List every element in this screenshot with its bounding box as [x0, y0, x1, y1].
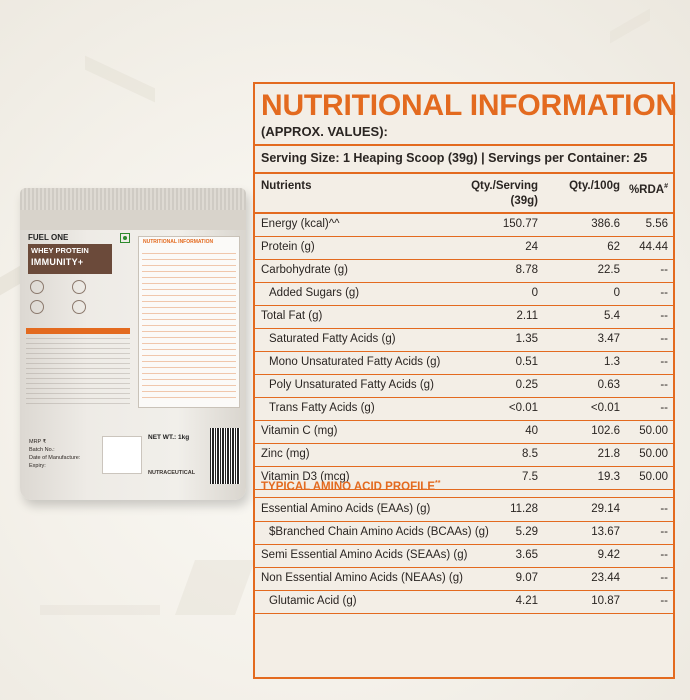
nutrient-name: Non Essential Amino Acids (NEAAs) (g): [261, 572, 463, 584]
qty-per-serving: 150.77: [502, 218, 538, 230]
decor-shape: [40, 605, 160, 615]
table-row: [255, 443, 673, 467]
table-row: [255, 351, 673, 375]
qty-per-serving: 9.07: [515, 572, 538, 584]
qty-per-100g: 10.87: [591, 595, 620, 607]
nutrient-name: Trans Fatty Acids (g): [269, 402, 375, 414]
qty-per-serving: 8.78: [515, 264, 538, 276]
rda-value: 50.00: [639, 471, 668, 483]
table-row: [255, 328, 673, 352]
serving-info: Serving Size: 1 Heaping Scoop (39g) | Servings per Container: 25: [261, 151, 648, 165]
pouch-fine-print: [26, 338, 130, 408]
qty-per-100g: 23.44: [591, 572, 620, 584]
qty-per-100g: 1.3: [604, 356, 620, 368]
qty-per-serving: 3.65: [515, 549, 538, 561]
panel-subtitle: (APPROX. VALUES):: [261, 124, 388, 139]
barcode-icon: [210, 428, 240, 484]
nutrient-name: Vitamin D3 (mcg): [261, 471, 350, 483]
pouch-manufacturer: NUTRACEUTICAL: [148, 470, 196, 476]
nutrient-name: Vitamin C (mg): [261, 425, 338, 437]
nutrient-name: Glutamic Acid (g): [269, 595, 357, 607]
nutrient-name: Semi Essential Amino Acids (SEAAs) (g): [261, 549, 468, 561]
pouch-mfg-date: Date of Manufacture:: [29, 455, 81, 461]
header-per-serving-label: Qty./Serving: [471, 180, 538, 192]
nutrient-name: Mono Unsaturated Fatty Acids (g): [269, 356, 441, 368]
amino-profile-title: TYPICAL AMINO ACID PROFILE: [261, 480, 435, 493]
qty-per-100g: <0.01: [590, 402, 620, 414]
qty-per-100g: 0: [613, 287, 620, 299]
qty-per-serving: 24: [525, 241, 538, 253]
nutrient-name: Carbohydrate (g): [261, 264, 348, 276]
pouch-product-name: WHEY PROTEIN: [31, 246, 89, 255]
table-row: [255, 567, 673, 591]
table-row: [255, 374, 673, 398]
qty-per-100g: 21.8: [597, 448, 620, 460]
rda-value: --: [660, 356, 668, 368]
qty-per-100g: 386.6: [591, 218, 620, 230]
nutrient-name: Total Fat (g): [261, 310, 323, 322]
pouch-expiry: Expiry:: [29, 463, 46, 469]
qty-per-100g: 102.6: [591, 425, 620, 437]
qty-per-serving: 2.11: [516, 310, 538, 322]
header-nutrients: Nutrients: [261, 180, 312, 192]
nutrient-name: Added Sugars (g): [269, 287, 360, 299]
table-row: [255, 498, 673, 522]
header-rda-mark: #: [664, 183, 668, 190]
table-row: [255, 397, 673, 421]
rda-value: --: [660, 333, 668, 345]
divider: [255, 144, 673, 146]
nutrient-name: Protein (g): [261, 241, 315, 253]
qty-per-serving: 1.35: [515, 333, 538, 345]
header-per-serving: [471, 179, 538, 209]
qty-per-serving: 0: [531, 287, 538, 299]
feature-icon: [72, 280, 86, 294]
qty-per-serving: 8.5: [522, 448, 538, 460]
qty-per-serving: 11.28: [510, 503, 538, 515]
table-row: [255, 305, 673, 329]
rda-value: --: [660, 503, 668, 515]
qty-per-100g: 5.4: [604, 310, 620, 322]
amino-profile-heading: [261, 480, 440, 493]
pouch-net-weight: NET WT.: 1kg: [148, 434, 190, 441]
rda-value: 50.00: [639, 448, 668, 460]
pouch-blank-box: [102, 436, 142, 474]
pouch-mrp: MRP ₹: [29, 439, 47, 445]
pouch-batch-info: [29, 438, 80, 470]
table-row: [255, 590, 673, 614]
qty-per-100g: 0.63: [597, 379, 620, 391]
rda-value: --: [660, 402, 668, 414]
divider: [255, 172, 673, 174]
pouch-seal: [20, 188, 246, 210]
rda-value: 44.44: [639, 241, 668, 253]
nutrient-name: $Branched Chain Amino Acids (BCAAs) (g): [269, 526, 489, 538]
rda-value: --: [660, 310, 668, 322]
nutrient-name: Essential Amino Acids (EAAs) (g): [261, 503, 431, 515]
qty-per-serving: 40: [525, 425, 538, 437]
feature-icon: [30, 280, 44, 294]
qty-per-100g: 3.47: [597, 333, 620, 345]
veg-mark-icon: [120, 233, 130, 243]
product-pouch-image: [20, 188, 246, 500]
feature-icon: [72, 300, 86, 314]
pouch-batch: Batch No.:: [29, 447, 55, 453]
pouch-brand: FUEL ONE: [28, 233, 69, 242]
pouch-nutrition-lines: [142, 253, 236, 401]
feature-icon: [30, 300, 44, 314]
qty-per-serving: 5.29: [515, 526, 538, 538]
rda-value: --: [660, 572, 668, 584]
table-row: [255, 420, 673, 444]
qty-per-serving: 0.51: [515, 356, 538, 368]
pouch-nutrition-table: [138, 236, 240, 408]
nutrient-name: Saturated Fatty Acids (g): [269, 333, 396, 345]
table-row: [255, 544, 673, 568]
pouch-product-variant: IMMUNITY+: [31, 257, 84, 267]
qty-per-100g: 19.3: [597, 471, 620, 483]
qty-per-100g: 22.5: [597, 264, 620, 276]
rda-value: --: [660, 549, 668, 561]
rda-value: --: [660, 526, 668, 538]
nutrient-name: Zinc (mg): [261, 448, 310, 460]
qty-per-100g: 13.67: [591, 526, 620, 538]
qty-per-100g: 29.14: [591, 503, 620, 515]
nutrition-panel: [253, 82, 675, 679]
rda-value: --: [660, 379, 668, 391]
header-rda: [629, 179, 668, 198]
rda-value: --: [660, 595, 668, 607]
rda-value: --: [660, 264, 668, 276]
table-row: [255, 236, 673, 260]
panel-title: NUTRITIONAL INFORMATION: [261, 89, 677, 122]
table-row: [255, 521, 673, 545]
table-row: [255, 282, 673, 306]
pouch-orange-strip: [26, 328, 130, 334]
header-per-serving-unit: (39g): [510, 195, 538, 207]
pouch-top-band: [20, 210, 246, 230]
qty-per-serving: 7.5: [522, 471, 538, 483]
qty-per-serving: 4.21: [515, 595, 538, 607]
nutrient-name: Poly Unsaturated Fatty Acids (g): [269, 379, 434, 391]
qty-per-100g: 62: [607, 241, 620, 253]
qty-per-serving: 0.25: [515, 379, 538, 391]
pouch-nutrition-heading: NUTRITIONAL INFORMATION: [143, 239, 214, 245]
pouch-feature-icons: [28, 278, 112, 318]
nutrient-name: Energy (kcal)^^: [261, 218, 340, 230]
rda-value: 5.56: [645, 218, 668, 230]
header-per-100g: Qty./100g: [569, 180, 620, 192]
table-row: [255, 259, 673, 283]
qty-per-serving: <0.01: [508, 402, 538, 414]
table-row: [255, 213, 673, 237]
qty-per-100g: 9.42: [597, 549, 620, 561]
amino-profile-mark: **: [435, 480, 441, 487]
rda-value: 50.00: [639, 425, 668, 437]
header-rda-label: %RDA: [628, 183, 665, 196]
rda-value: --: [660, 287, 668, 299]
